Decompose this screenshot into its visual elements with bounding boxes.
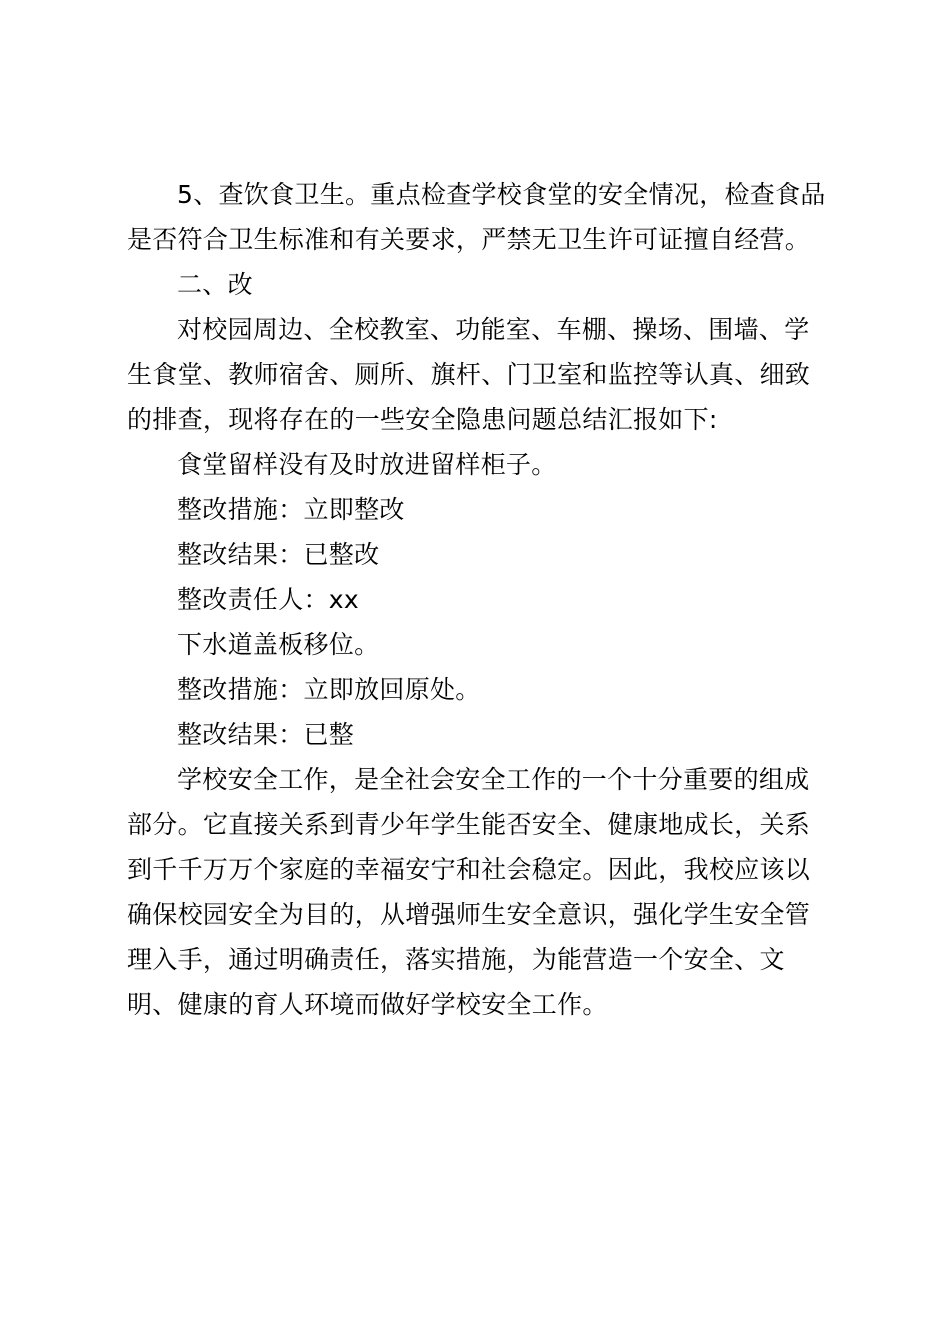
- rectify-result-2: 整改结果：已整: [177, 720, 355, 749]
- issue-drain-cover: 下水道盖板移位。: [177, 630, 380, 659]
- rectify-measure-2: 整改措施：立即放回原处。: [177, 675, 481, 704]
- rectify-owner-1: 整改责任人：xx: [177, 585, 359, 614]
- section-heading-rectify: 二、改: [177, 270, 253, 299]
- rectify-measure-1: 整改措施：立即整改: [177, 495, 405, 524]
- rectify-result-1: 整改结果：已整改: [177, 540, 380, 569]
- document-body: [127, 172, 832, 1027]
- paragraph-inspection-summary: 对校园周边、全校教室、功能室、车棚、操场、围墙、学生食堂、教师宿舍、厕所、旗杆、门卫室和监控等认真、细致的排查，现将存在的一些安全隐患问题总结汇报如下:: [127, 315, 811, 434]
- paragraph-inspect-food-hygiene: 5、查饮食卫生。重点检查学校食堂的安全情况，检查食品是否符合卫生标准和有关要求，严禁无卫生许可证擅自经营。: [127, 180, 826, 254]
- paragraph-conclusion: 学校安全工作，是全社会安全工作的一个十分重要的组成部分。它直接关系到青少年学生能否安全、健康地成长，关系到千千万万个家庭的幸福安宁和社会稳定。因此，我校应该以确保校园安全为目的，从增强师生安全意识，强化学生安全管理入手，通过明确责任，落实措施，为能营造一个安全、文明、健康的育人环境而做好学校安全工作。: [127, 765, 811, 1019]
- issue-canteen-sample: 食堂留样没有及时放进留样柜子。: [177, 450, 557, 479]
